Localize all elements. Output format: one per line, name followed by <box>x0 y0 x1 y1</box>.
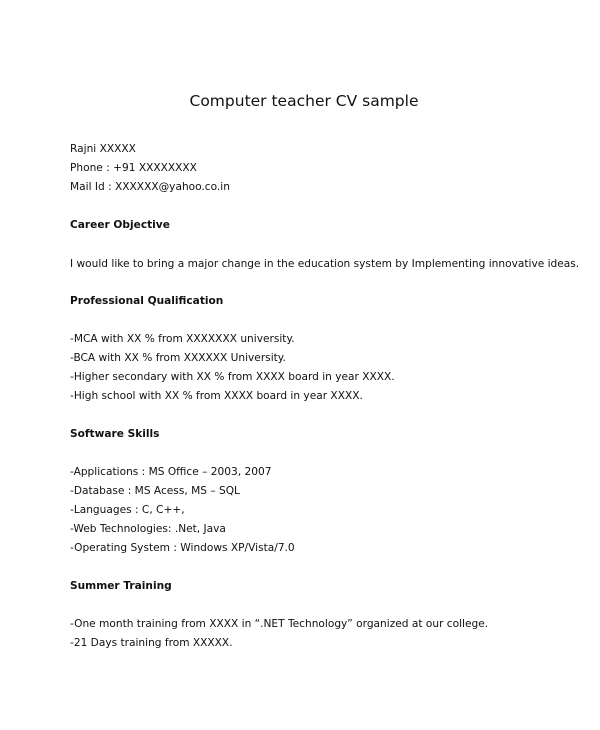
contact-name: Rajni XXXXX <box>70 143 136 155</box>
career-objective-heading: Career Objective <box>70 219 170 231</box>
skill-item: -Operating System : Windows XP/Vista/7.0 <box>70 542 295 554</box>
skill-item: -Database : MS Acess, MS – SQL <box>70 485 240 497</box>
qualification-item: -MCA with XX % from XXXXXXX university. <box>70 333 295 345</box>
contact-mail: Mail Id : XXXXXX@yahoo.co.in <box>70 181 230 193</box>
training-item: -One month training from XXXX in “.NET Technology” organized at our college. <box>70 618 489 630</box>
software-skills-heading: Software Skills <box>70 428 160 440</box>
qualification-item: -Higher secondary with XX % from XXXX board in year XXXX. <box>70 371 395 383</box>
contact-phone: Phone : +91 XXXXXXXX <box>70 162 197 174</box>
career-objective-text: I would like to bring a major change in the education system by Implementing innovative ideas. <box>70 258 580 270</box>
document-title: Computer teacher CV sample <box>189 92 419 110</box>
skill-item: -Languages : C, C++, <box>70 504 185 516</box>
qualification-item: -High school with XX % from XXXX board in year XXXX. <box>70 390 363 402</box>
qualification-item: -BCA with XX % from XXXXXX University. <box>70 352 286 364</box>
summer-training-heading: Summer Training <box>70 580 172 592</box>
training-item: -21 Days training from XXXXX. <box>70 637 233 649</box>
skill-item: -Web Technologies: .Net, Java <box>70 523 226 535</box>
skill-item: -Applications : MS Office – 2003, 2007 <box>70 466 272 478</box>
professional-qualification-heading: Professional Qualification <box>70 295 224 307</box>
